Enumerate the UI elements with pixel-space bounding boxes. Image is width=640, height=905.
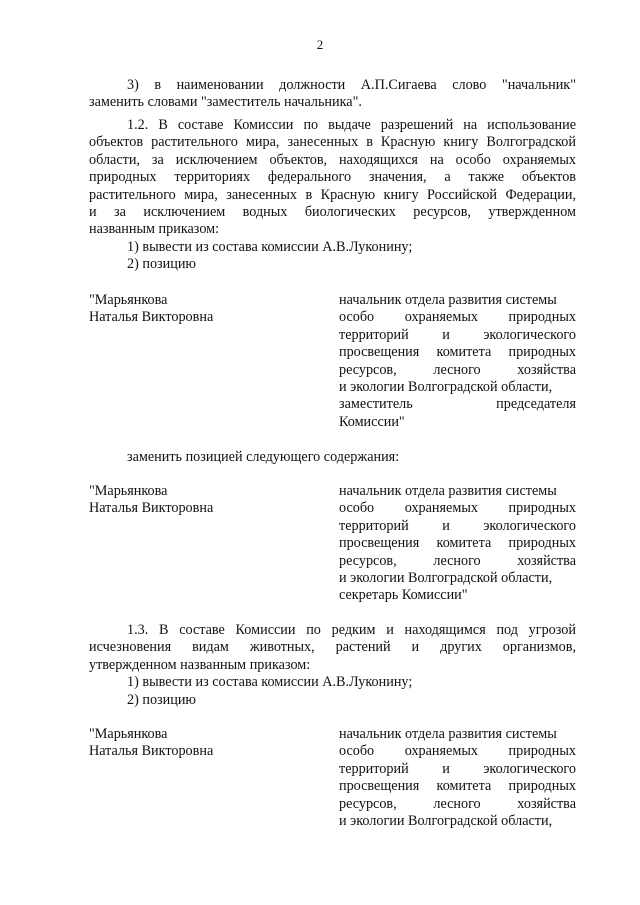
role-line: ресурсов, лесного хозяйства bbox=[339, 552, 576, 569]
text-line: исчезновения видам животных, растений и других организмов, bbox=[89, 639, 576, 656]
person-name bbox=[89, 483, 319, 518]
role-line: и экологии Волгоградской области, bbox=[339, 570, 553, 587]
list-item: 1) вывести из состава комиссии А.В.Луконину; bbox=[127, 674, 413, 691]
text-line: объектов растительного мира, занесенных в Красную книгу Волгоградской bbox=[89, 134, 576, 151]
role-line: начальник отдела развития системы bbox=[339, 483, 557, 499]
text-line: природных территориях федерального значения, а также объектов bbox=[89, 169, 576, 186]
role-line: особо охраняемых природных bbox=[339, 309, 576, 326]
surname: "Марьянкова bbox=[89, 292, 168, 308]
role-line: просвещения комитета природных bbox=[339, 535, 576, 552]
role-line: начальник отдела развития системы bbox=[339, 292, 557, 308]
role-line: просвещения комитета природных bbox=[339, 344, 576, 361]
person-role bbox=[339, 483, 576, 605]
person-name bbox=[89, 726, 319, 761]
text-line: утвержденном названным приказом: bbox=[89, 656, 311, 673]
list-item: 2) позицию bbox=[127, 256, 197, 273]
role-line: просвещения комитета природных bbox=[339, 778, 576, 795]
text-line: заменить словами "заместитель начальника". bbox=[89, 94, 362, 111]
role-line: начальник отдела развития системы bbox=[339, 726, 557, 742]
paragraph-item-3 bbox=[89, 77, 576, 112]
surname: "Марьянкова bbox=[89, 483, 168, 499]
role-line: и экологии Волгоградской области, bbox=[339, 379, 553, 396]
role-line: Комиссии" bbox=[339, 413, 405, 430]
replace-statement bbox=[89, 449, 576, 466]
text-line: растительного мира, занесенных в Красную книгу Российской Федерации, bbox=[89, 186, 576, 203]
role-line: секретарь Комиссии" bbox=[339, 587, 468, 604]
text-line: 1.2. В составе Комиссии по выдаче разрешений на использование bbox=[127, 117, 576, 133]
text-line: заменить позицией следующего содержания: bbox=[127, 449, 400, 465]
given-names: Наталья Викторовна bbox=[89, 743, 214, 760]
role-line: территорий и экологического bbox=[339, 760, 576, 777]
role-line: территорий и экологического bbox=[339, 517, 576, 534]
role-line: заместитель председателя bbox=[339, 396, 576, 413]
given-names: Наталья Викторовна bbox=[89, 309, 214, 326]
paragraph-1-3 bbox=[89, 622, 576, 709]
text-line: названным приказом: bbox=[89, 221, 220, 238]
text-line: и за исключением водных биологических ресурсов, утвержденном bbox=[89, 204, 576, 221]
person-name bbox=[89, 292, 319, 327]
role-line: территорий и экологического bbox=[339, 326, 576, 343]
text-line: области, за исключением объектов, находящихся на особо охраняемых bbox=[89, 151, 576, 168]
person-role bbox=[339, 292, 576, 431]
person-role bbox=[339, 726, 576, 830]
list-item: 1) вывести из состава комиссии А.В.Луконину; bbox=[127, 238, 413, 255]
paragraph-1-2 bbox=[89, 117, 576, 274]
role-line: ресурсов, лесного хозяйства bbox=[339, 361, 576, 378]
role-line: особо охраняемых природных bbox=[339, 743, 576, 760]
surname: "Марьянкова bbox=[89, 726, 168, 742]
given-names: Наталья Викторовна bbox=[89, 500, 214, 517]
role-line: особо охраняемых природных bbox=[339, 500, 576, 517]
page-number: 2 bbox=[316, 37, 324, 52]
text-line: 1.3. В составе Комиссии по редким и находящимся под угрозой bbox=[127, 622, 576, 638]
role-line: и экологии Волгоградской области, bbox=[339, 813, 553, 830]
list-item: 2) позицию bbox=[127, 691, 197, 708]
text-line: 3) в наименовании должности А.П.Сигаева слово "начальник" bbox=[127, 77, 576, 93]
role-line: ресурсов, лесного хозяйства bbox=[339, 795, 576, 812]
